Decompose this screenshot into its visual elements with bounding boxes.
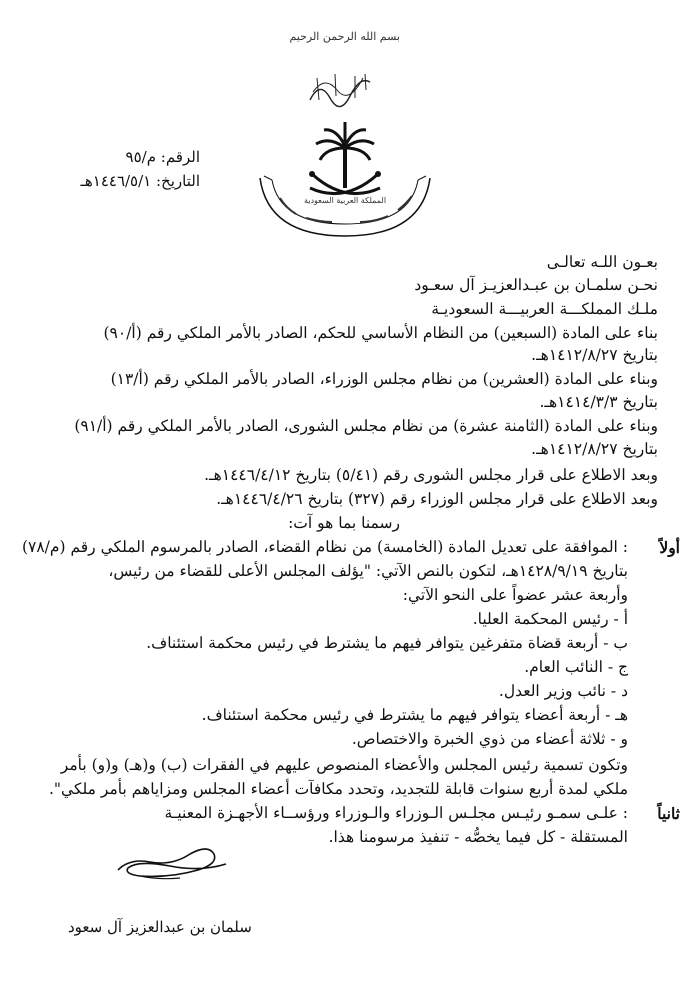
preamble-4: وبعد الاطلاع على قرار مجلس الشورى رقم (٥/٤١) بتاريخ ١٤٤٦/٤/١٢هـ.	[204, 466, 658, 484]
emblem-ring-text: المملكة العربية السعودية	[303, 196, 387, 205]
list-item: و - ثلاثة أعضاء من ذوي الخبرة والاختصاص.	[351, 730, 628, 748]
preamble-5: وبعد الاطلاع على قرار مجلس الوزراء رقم (٣٢٧) بتاريخ ١٤٤٦/٤/٢٦هـ.	[216, 490, 658, 508]
basmala: بسم الله الرحمن الرحيم	[289, 30, 400, 43]
preamble-1a: بناء على المادة (السبعين) من النظام الأساسي للحكم، الصادر بالأمر الملكي رقم (أ/٩٠)	[103, 324, 658, 342]
signatory-name: سلمان بن عبدالعزيز آل سعود	[68, 918, 252, 936]
preamble-1b: بتاريخ ١٤١٢/٨/٢٧هـ.	[531, 346, 658, 364]
list-item: ج - النائب العام.	[524, 658, 628, 676]
reference-number: الرقم: م/٩٥	[125, 148, 200, 166]
preamble-2b: بتاريخ ١٤١٤/٣/٣هـ.	[539, 393, 658, 411]
palm-tree-icon	[316, 122, 374, 188]
list-item: أ - رئيس المحكمة العليا.	[472, 610, 628, 628]
intro-line-3: ملـك المملكـــة العربيـــة السعوديـة	[431, 300, 658, 318]
article-first-label: أولاً	[659, 538, 680, 557]
list-item: ب - أربعة قضاة متفرغين يتوافر فيهم ما يشترط في رئيس محكمة استئناف.	[146, 634, 628, 652]
intro-line-2: نحـن سلمـان بن عبـدالعزيـز آل سعـود	[414, 276, 658, 294]
article-second-label: ثانياً	[657, 804, 680, 823]
intro-line-1: بعـون اللـه تعالـى	[546, 253, 658, 271]
decree-line: رسمنا بما هو آت:	[288, 514, 400, 532]
handwritten-signature	[110, 840, 230, 885]
shahada-calligraphy	[305, 70, 375, 110]
article-first-line-5: ملكي لمدة أربع سنوات قابلة للتجديد، وتحدد مكافآت أعضاء المجلس ومزاياهم بأمر ملكي".	[49, 780, 628, 798]
preamble-3b: بتاريخ ١٤١٢/٨/٢٧هـ.	[531, 440, 658, 458]
article-first-line-1: : الموافقة على تعديل المادة (الخامسة) من نظام القضاء، الصادر بالمرسوم الملكي رقم (م/٧٨)	[21, 538, 628, 556]
reference-date: التاريخ: ١٤٤٦/٥/١هـ	[80, 172, 200, 190]
article-second-line-2: المستقلة - كل فيما يخصُّه - تنفيذ مرسومنا هذا.	[328, 828, 628, 846]
preamble-3a: وبناء على المادة (الثامنة عشرة) من نظام مجلس الشورى، الصادر بالأمر الملكي رقم (أ/٩١)	[74, 417, 658, 435]
preamble-2a: وبناء على المادة (العشرين) من نظام مجلس الوزراء، الصادر بالأمر الملكي رقم (أ/١٣)	[110, 370, 658, 388]
article-second-line-1: : علـى سمـو رئيـس مجلـس الـوزراء والـوزراء ورؤســاء الأجهـزة المعنيـة	[164, 804, 628, 822]
article-first-line-2: بتاريخ ١٤٢٨/٩/١٩هـ، لتكون بالنص الآتي: "يؤلف المجلس الأعلى للقضاء من رئيس،	[108, 562, 628, 580]
list-item: هـ - أربعة أعضاء يتوافر فيهم ما يشترط في رئيس محكمة استئناف.	[201, 706, 628, 724]
kingdom-emblem	[250, 118, 440, 240]
article-first-line-4: وتكون تسمية رئيس المجلس والأعضاء المنصوص عليهم في الفقرات (ب) و(هـ) و(و) بأمر	[60, 756, 628, 774]
list-item: د - نائب وزير العدل.	[498, 682, 628, 700]
article-first-line-3: وأربعة عشر عضواً على النحو الآتي:	[402, 586, 628, 604]
